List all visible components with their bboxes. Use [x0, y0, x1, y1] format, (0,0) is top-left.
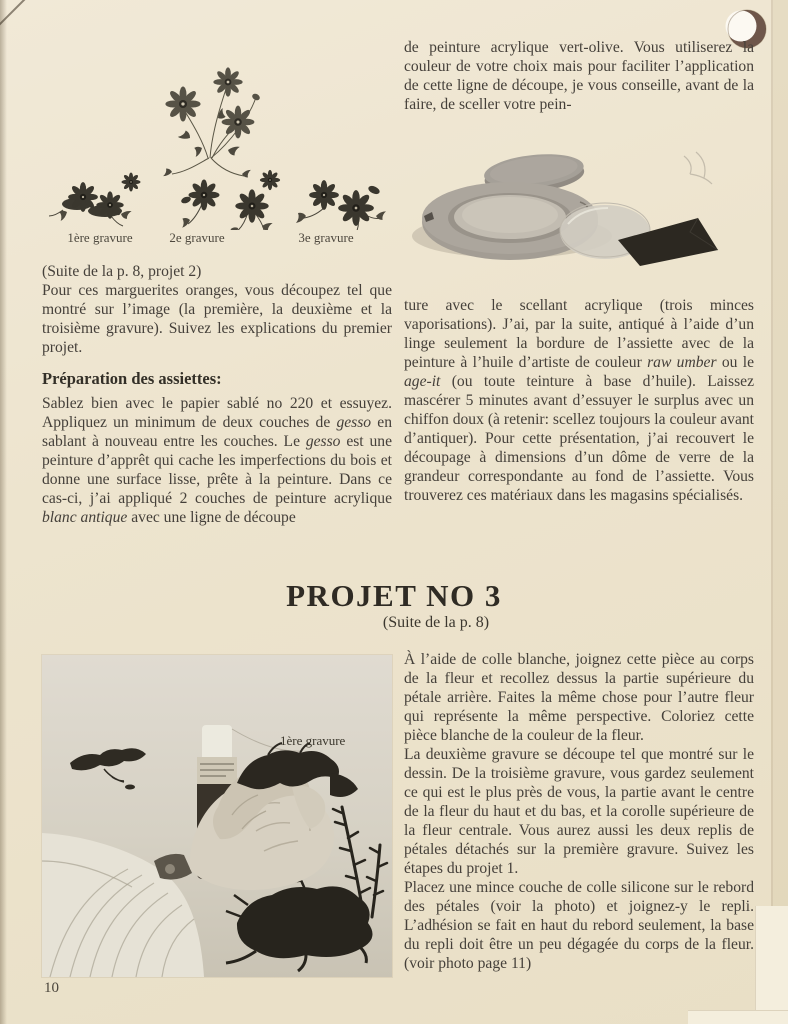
next-page-edge-vertical: [755, 906, 788, 1024]
left-column: [42, 262, 392, 527]
wooden-plate-glass-dome-sandpaper-icon: [400, 130, 788, 294]
project3-title: PROJET NO 3: [286, 578, 502, 613]
project3-paragraph-1: À l’aide de colle blanche, joignez cette pièce au corps de la fleur et recollez dessus la partie supérieure du pétale arrière. Faites la même chose pour l’autre fleur qui représente la même perspective. Coloriez cette pièce blanche de la couleur de la fleur.: [404, 651, 754, 744]
engravings-illustration: [40, 60, 390, 255]
preparation-paragraph: Sablez bien avec le papier sablé no 220 et essuyez. Appliquez un minimum de deux couches de gesso en sablant à nouveau entre les couches. Le gesso est une peinture d’apprêt qui cache les imperfections du bois et donne une surface lisse, prête à la peinture. Dans ce cas-ci, j’ai appliqué 2 couches de peinture acrylique blanc antique avec une ligne de découpe: [42, 395, 392, 526]
suite-note: (Suite de la p. 8, projet 2): [42, 263, 202, 280]
project3-paragraph-2: La deuxième gravure se découpe tel que montré sur le dessin. De la troisième gravure, vous gardez seulement ce qui est le plus près de vous, la partie avant le centre de la fleur du haut et du bas, et la corolle supérieure de la fleur centrale. Vous aurez aussi les deux replis de pétales détachés sur la première gravure. Suivez les étapes du projet 1.: [404, 746, 754, 877]
hands-gluing-cutouts-icon: [42, 655, 392, 977]
engraving-caption-2: 2e gravure: [169, 230, 225, 245]
engraving-caption-1: 1ère gravure: [67, 230, 133, 245]
project3-header: [0, 580, 788, 632]
project3-paragraph-3: Placez une mince couche de colle silicone sur le rebord des pétales (voir la photo) et joignez-y le repli. L’adhésion se fait en haut du rebord seulement, la base du repli doit être un peu dégagée du corps de la fleur. (voir photo page 11): [404, 879, 754, 972]
page-left-edge-shadow: [0, 0, 7, 1024]
project3-subtitle: (Suite de la p. 8): [382, 613, 490, 631]
bottom-right-column: [404, 650, 754, 973]
page-number: 10: [44, 980, 59, 996]
section-heading-preparation: Préparation des assiettes:: [42, 369, 222, 388]
photo-label: 1ère gravure: [280, 733, 346, 748]
intro-paragraph: Pour ces marguerites oranges, vous découpez tel que montré sur l’image (la première, la deuxième et la troisième gravure). Suivez les explications du premier projet.: [42, 282, 392, 356]
right-column-paragraph: ture avec le scellant acrylique (trois minces vaporisations). J’ai, par la suite, antiqué à l’aide d’un linge seulement la bordure de l’assiette avec de la peinture à l’huile d’artiste de couleur raw umber ou le age-it (ou toute teinture à base d’huile). Laissez mascérer 5 minutes avant d’essuyer le surplus avec un chiffon doux (à retenir: scellez toujours la couleur avant d’antiquer). Pour cette présentation, j’ai recouvert le découpage à dimensions d’un dôme de verre de la grandeur correspondante au fond de l’assiette. Vous trouverez ces matériaux dans les magasins spécialisés.: [404, 297, 754, 504]
flower-engravings-icon: [40, 60, 390, 230]
hands-photo: [42, 655, 392, 977]
plates-photo: [400, 130, 788, 294]
paragraph-top-right: de peinture acrylique vert-olive. Vous utiliserez la couleur de votre choix mais pour faciliter l’application de cette ligne de découpe, je vous conseille, avant de la faire, de sceller votre pein-: [404, 39, 754, 113]
next-page-edge-horizontal: [688, 1010, 788, 1024]
engraving-caption-3: 3e gravure: [298, 230, 354, 245]
